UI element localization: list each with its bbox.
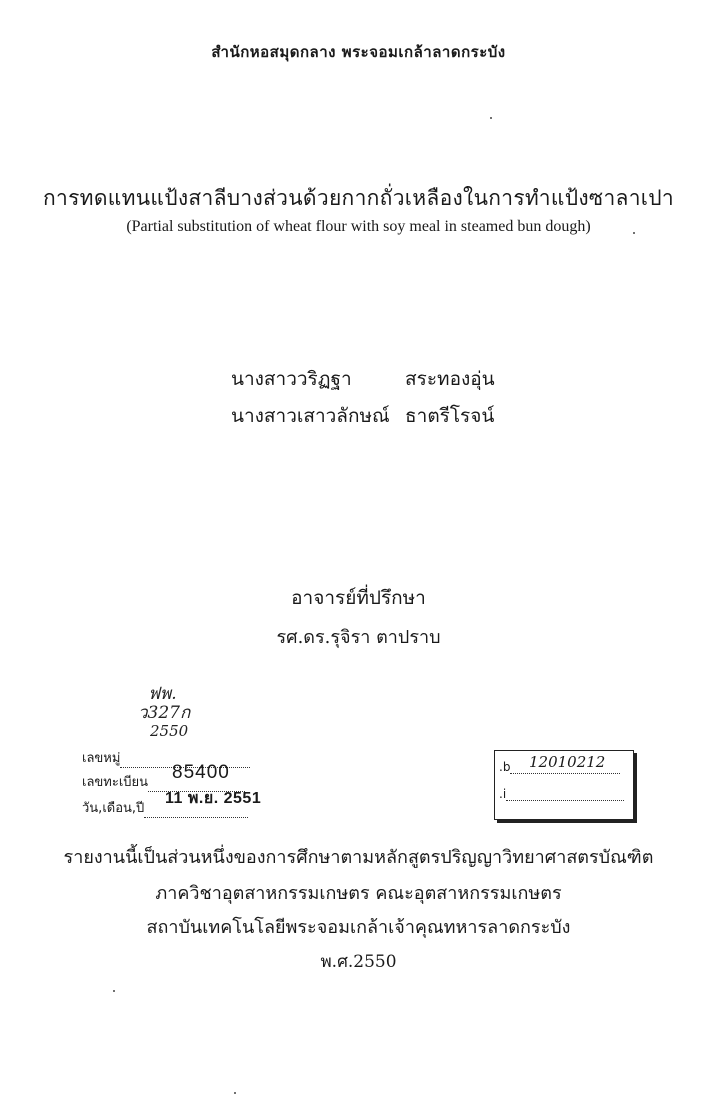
- handwritten-call-number-line-2: ว327ก: [138, 703, 191, 723]
- library-stamp: สำนักหอสมุดกลาง พระจอมเกล้าลาดกระบัง: [211, 43, 506, 61]
- degree-statement: รายงานนี้เป็นส่วนหนึ่งของการศึกษาตามหลักสูตรปริญญาวิทยาศาสตรบัณฑิต: [63, 847, 654, 868]
- scan-speck: [490, 117, 492, 119]
- box-i-label: .i: [499, 787, 507, 801]
- barcode-record-box: [494, 750, 634, 820]
- thesis-title-thai: การทดแทนแป้งสาลีบางส่วนด้วยกากถั่วเหลืองในการทำแป้งซาลาเปา: [42, 186, 674, 210]
- handwritten-call-number-line-1: ฟพ.: [148, 684, 177, 704]
- institute-line: สถาบันเทคโนโลยีพระจอมเกล้าเจ้าคุณทหารลาดกระบัง: [146, 917, 571, 938]
- catalog-category-label: เลขหมู่: [82, 751, 121, 766]
- catalog-registration-label: เลขทะเบียน: [82, 775, 149, 790]
- catalog-date-label: วัน,เดือน,ปี: [82, 801, 145, 816]
- year: พ.ศ.2550: [320, 952, 397, 972]
- scan-speck: [234, 1092, 236, 1094]
- box-b-label: .b: [499, 760, 511, 774]
- box-b-handwritten-value: 12010212: [529, 753, 606, 771]
- author-1-last-name: สระทองอุ่น: [405, 368, 495, 390]
- author-2: [231, 401, 494, 431]
- registration-date: 11 พ.ย. 2551: [165, 790, 262, 807]
- author-2-last-name: ธาตรีโรจน์: [405, 405, 495, 427]
- handwritten-call-number-line-3: 2550: [150, 722, 189, 740]
- advisor-name: รศ.ดร.รุจิรา ตาปราบ: [276, 627, 441, 648]
- author-1-first-name: นางสาววริฏฐา: [231, 368, 352, 390]
- scan-speck: [633, 232, 635, 234]
- advisor-label: อาจารย์ที่ปรึกษา: [291, 587, 426, 609]
- registration-number: 85400: [172, 762, 230, 783]
- box-row-i: [499, 787, 624, 801]
- department-line: ภาควิชาอุตสาหกรรมเกษตร คณะอุตสาหกรรมเกษตร: [155, 883, 562, 904]
- author-2-first-name: นางสาวเสาวลักษณ์: [231, 405, 390, 427]
- thesis-title-english: (Partial substitution of wheat flour with soy meal in steamed bun dough): [126, 218, 591, 235]
- author-1: [231, 364, 495, 394]
- dotted-line: [506, 790, 624, 801]
- scan-speck: [113, 990, 115, 992]
